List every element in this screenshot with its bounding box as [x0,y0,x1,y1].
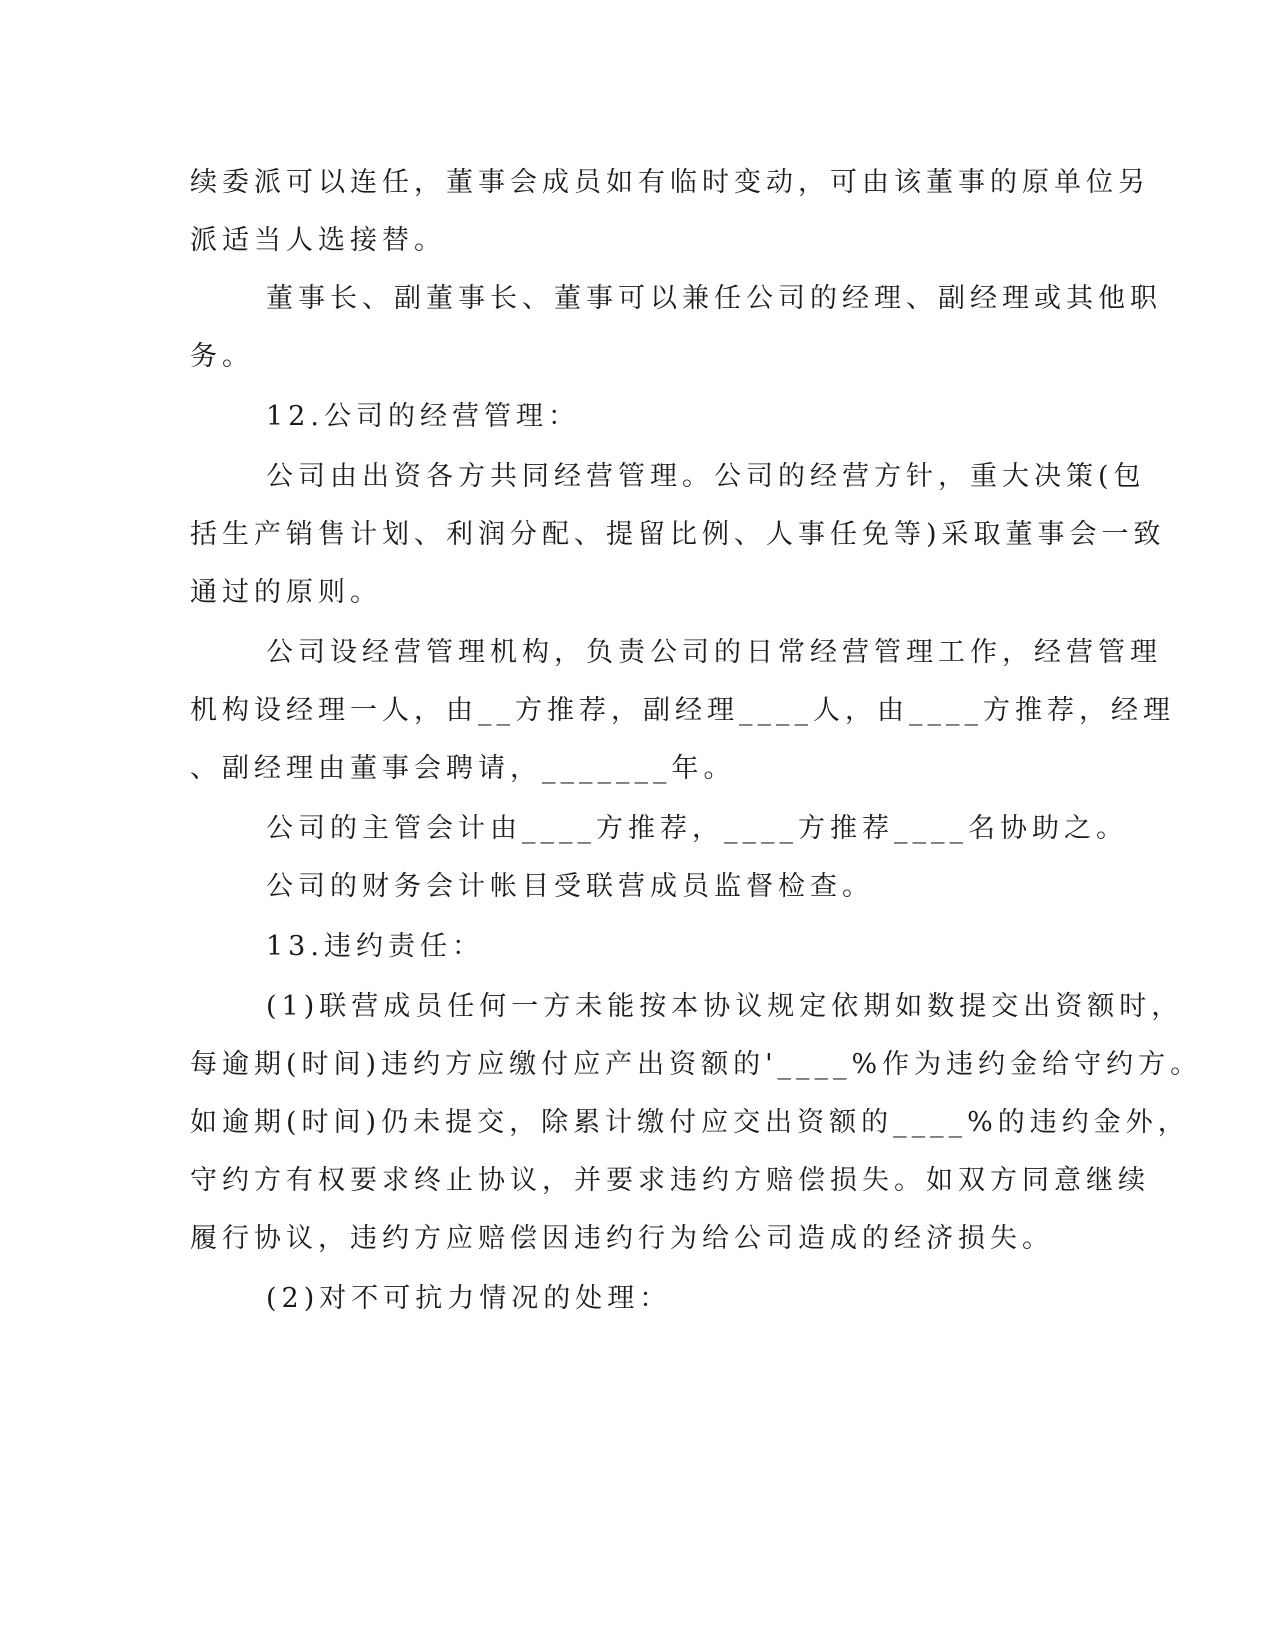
paragraph-line: 履行协议，违约方应赔偿因违约行为给公司造成的经济损失。 [190,1223,1054,1254]
paragraph-line: 通过的原则。 [190,577,382,608]
paragraph-line: 、副经理由董事会聘请，_______年。 [190,753,736,784]
paragraph-line: 每逾期(时间)违约方应缴付应产出资额的'____%作为违约金给守约方。 [190,1049,1203,1080]
paragraph-line: 派适当人选接替。 [190,225,446,256]
paragraph-line: 守约方有权要求终止协议，并要求违约方赔偿损失。如双方同意继续 [190,1165,1150,1196]
paragraph-line: (1)联营成员任何一方未能按本协议规定依期如数提交出资额时， [266,991,1184,1022]
paragraph-line: 董事长、副董事长、董事可以兼任公司的经理、副经理或其他职 [266,283,1162,314]
section-heading: 13.违约责任： [266,931,484,962]
paragraph-line: 公司由出资各方共同经营管理。公司的经营方针，重大决策(包 [266,461,1146,492]
paragraph-line: 括生产销售计划、利润分配、提留比例、人事任免等)采取董事会一致 [190,519,1166,550]
paragraph-line: 公司设经营管理机构，负责公司的日常经营管理工作，经营管理 [266,637,1162,668]
paragraph-line: 务。 [190,341,254,372]
paragraph-line: 如逾期(时间)仍未提交，除累计缴付应交出资额的____%的违约金外， [190,1107,1190,1138]
paragraph-line: 机构设经理一人，由__方推荐，副经理____人，由____方推荐，经理 [190,695,1175,726]
paragraph-line: 公司的主管会计由____方推荐，____方推荐____名协助之。 [266,813,1128,844]
paragraph-line: 续委派可以连任，董事会成员如有临时变动，可由该董事的原单位另 [190,167,1150,198]
paragraph-line: 公司的财务会计帐目受联营成员监督检查。 [266,871,874,902]
paragraph-line: (2)对不可抗力情况的处理： [266,1283,672,1314]
section-heading: 12.公司的经营管理： [266,401,580,432]
